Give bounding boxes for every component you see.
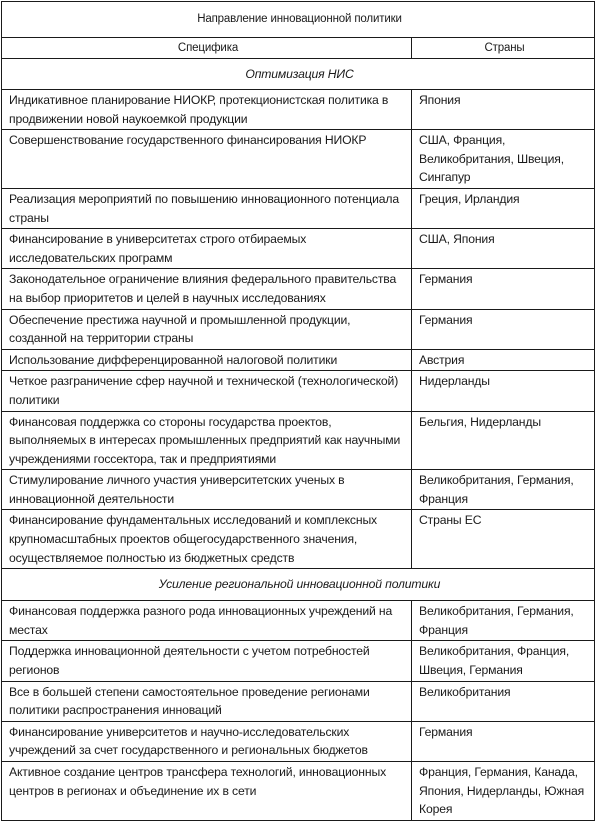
countries-text: Великобритания, Германия, Франция: [419, 604, 574, 637]
spec-text: Финансовая поддержка со стороны государства проектов, выполняемых в интересах промышленных предприятий как научными учреждениями госсектора, так и предприятиями: [9, 414, 401, 466]
countries-text: США, Япония: [419, 232, 495, 247]
spec-text: Использование дифференцированной налоговой политики: [9, 352, 338, 367]
spec-text: Индикативное планирование НИОКР, протекционистская политика в продвижении новой наукоемкой продукции: [9, 93, 389, 126]
innovation-policy-table: [1, 1, 595, 821]
countries-text: Великобритания: [419, 684, 511, 699]
table-title-row: [2, 2, 595, 38]
section-header-row: [2, 59, 595, 90]
spec-cell: [2, 762, 412, 821]
countries-text: Бельгия, Нидерланды: [419, 414, 541, 429]
spec-cell: [2, 681, 412, 721]
spec-text: Законодательное ограничение влияния федерального правительства на выбор приоритетов и целей в научных исследованиях: [9, 272, 397, 305]
spec-text: Финансирование фундаментальных исследований и комплексных крупномасштабных проектов общегосударственного значения, осуществляемое полностью из бюджетных средств: [9, 513, 377, 565]
section-title: Усиление региональной инновационной политики: [2, 569, 595, 601]
countries-text: Германия: [419, 312, 473, 327]
countries-text: Франция, Германия, Канада, Япония, Нидерланды, Южная Корея: [419, 765, 585, 817]
table-row: [2, 510, 595, 569]
table-title: Направление инновационной политики: [2, 2, 595, 38]
spec-text: Финансовая поддержка разного рода инновационных учреждений на местах: [9, 604, 393, 637]
spec-text: Поддержка инновационной деятельности с учетом потребностей регионов: [9, 644, 370, 678]
section-title: Оптимизация НИС: [2, 59, 595, 90]
spec-text: Реализация мероприятий по повышению инновационного потенциала страны: [9, 191, 399, 225]
spec-cell: [2, 470, 412, 510]
countries-cell: [412, 762, 595, 821]
spec-cell: [2, 188, 412, 228]
countries-text: Великобритания, Франция, Швеция, Германия: [419, 644, 570, 678]
countries-cell: [412, 641, 595, 681]
section-header-row: [2, 569, 595, 601]
spec-text: Финансирование университетов и научно-исследовательских учреждений за счет государственного и региональных бюджетов: [9, 724, 368, 758]
table-row: [2, 411, 595, 470]
table-row: [2, 721, 595, 761]
table-row: [2, 229, 595, 269]
table-row: [2, 762, 595, 821]
countries-text: Нидерланды: [419, 374, 490, 389]
spec-cell: [2, 130, 412, 189]
spec-cell: [2, 411, 412, 470]
countries-cell: [412, 371, 595, 411]
spec-cell: [2, 229, 412, 269]
spec-cell: [2, 349, 412, 371]
spec-cell: [2, 371, 412, 411]
spec-text: Финансирование в университетах строго отбираемых исследовательских программ: [9, 232, 307, 265]
spec-text: Активное создание центров трансфера технологий, инновационных центров в регионах и объединение их в сети: [9, 765, 387, 798]
spec-cell: [2, 269, 412, 309]
spec-cell: [2, 601, 412, 641]
spec-cell: [2, 90, 412, 130]
table-header-row: [2, 38, 595, 59]
countries-cell: [412, 470, 595, 510]
countries-cell: [412, 130, 595, 189]
table-row: [2, 269, 595, 309]
table-row: [2, 90, 595, 130]
spec-text: Четкое разграничение сфер научной и технической (технологической) политики: [9, 374, 399, 407]
countries-cell: [412, 349, 595, 371]
table-row: [2, 470, 595, 510]
countries-text: США, Франция, Великобритания, Швеция, Сингапур: [419, 133, 564, 185]
table-row: [2, 601, 595, 641]
countries-text: Великобритания, Германия, Франция: [419, 473, 574, 506]
countries-text: Германия: [419, 724, 473, 739]
spec-text: Обеспечение престижа научной и промышленной продукции, созданной на территории страны: [9, 312, 351, 346]
countries-cell: [412, 229, 595, 269]
table-row: [2, 349, 595, 371]
document-page: [1, 1, 594, 821]
countries-cell: [412, 309, 595, 349]
spec-text: Совершенствование государственного финансирования НИОКР: [9, 133, 367, 148]
header-countries: Страны: [412, 38, 595, 59]
spec-cell: [2, 721, 412, 761]
countries-cell: [412, 411, 595, 470]
table-row: [2, 309, 595, 349]
countries-cell: [412, 188, 595, 228]
countries-cell: [412, 681, 595, 721]
countries-cell: [412, 269, 595, 309]
spec-cell: [2, 309, 412, 349]
countries-text: Австрия: [419, 352, 465, 367]
countries-cell: [412, 601, 595, 641]
table-row: [2, 130, 595, 189]
countries-cell: [412, 510, 595, 569]
countries-cell: [412, 90, 595, 130]
table-row: [2, 681, 595, 721]
spec-text: Стимулирование личного участия университетских ученых в инновационной деятельности: [9, 473, 345, 506]
countries-text: Германия: [419, 272, 473, 287]
spec-cell: [2, 510, 412, 569]
countries-text: Страны ЕС: [419, 513, 482, 528]
table-row: [2, 188, 595, 228]
countries-text: Япония: [419, 93, 461, 107]
countries-text: Греция, Ирландия: [419, 191, 520, 206]
spec-cell: [2, 641, 412, 681]
countries-cell: [412, 721, 595, 761]
header-specifics: Специфика: [2, 38, 412, 59]
table-row: [2, 641, 595, 681]
spec-text: Все в большей степени самостоятельное проведение регионами политики распространения инноваций: [9, 684, 370, 718]
table-row: [2, 371, 595, 411]
